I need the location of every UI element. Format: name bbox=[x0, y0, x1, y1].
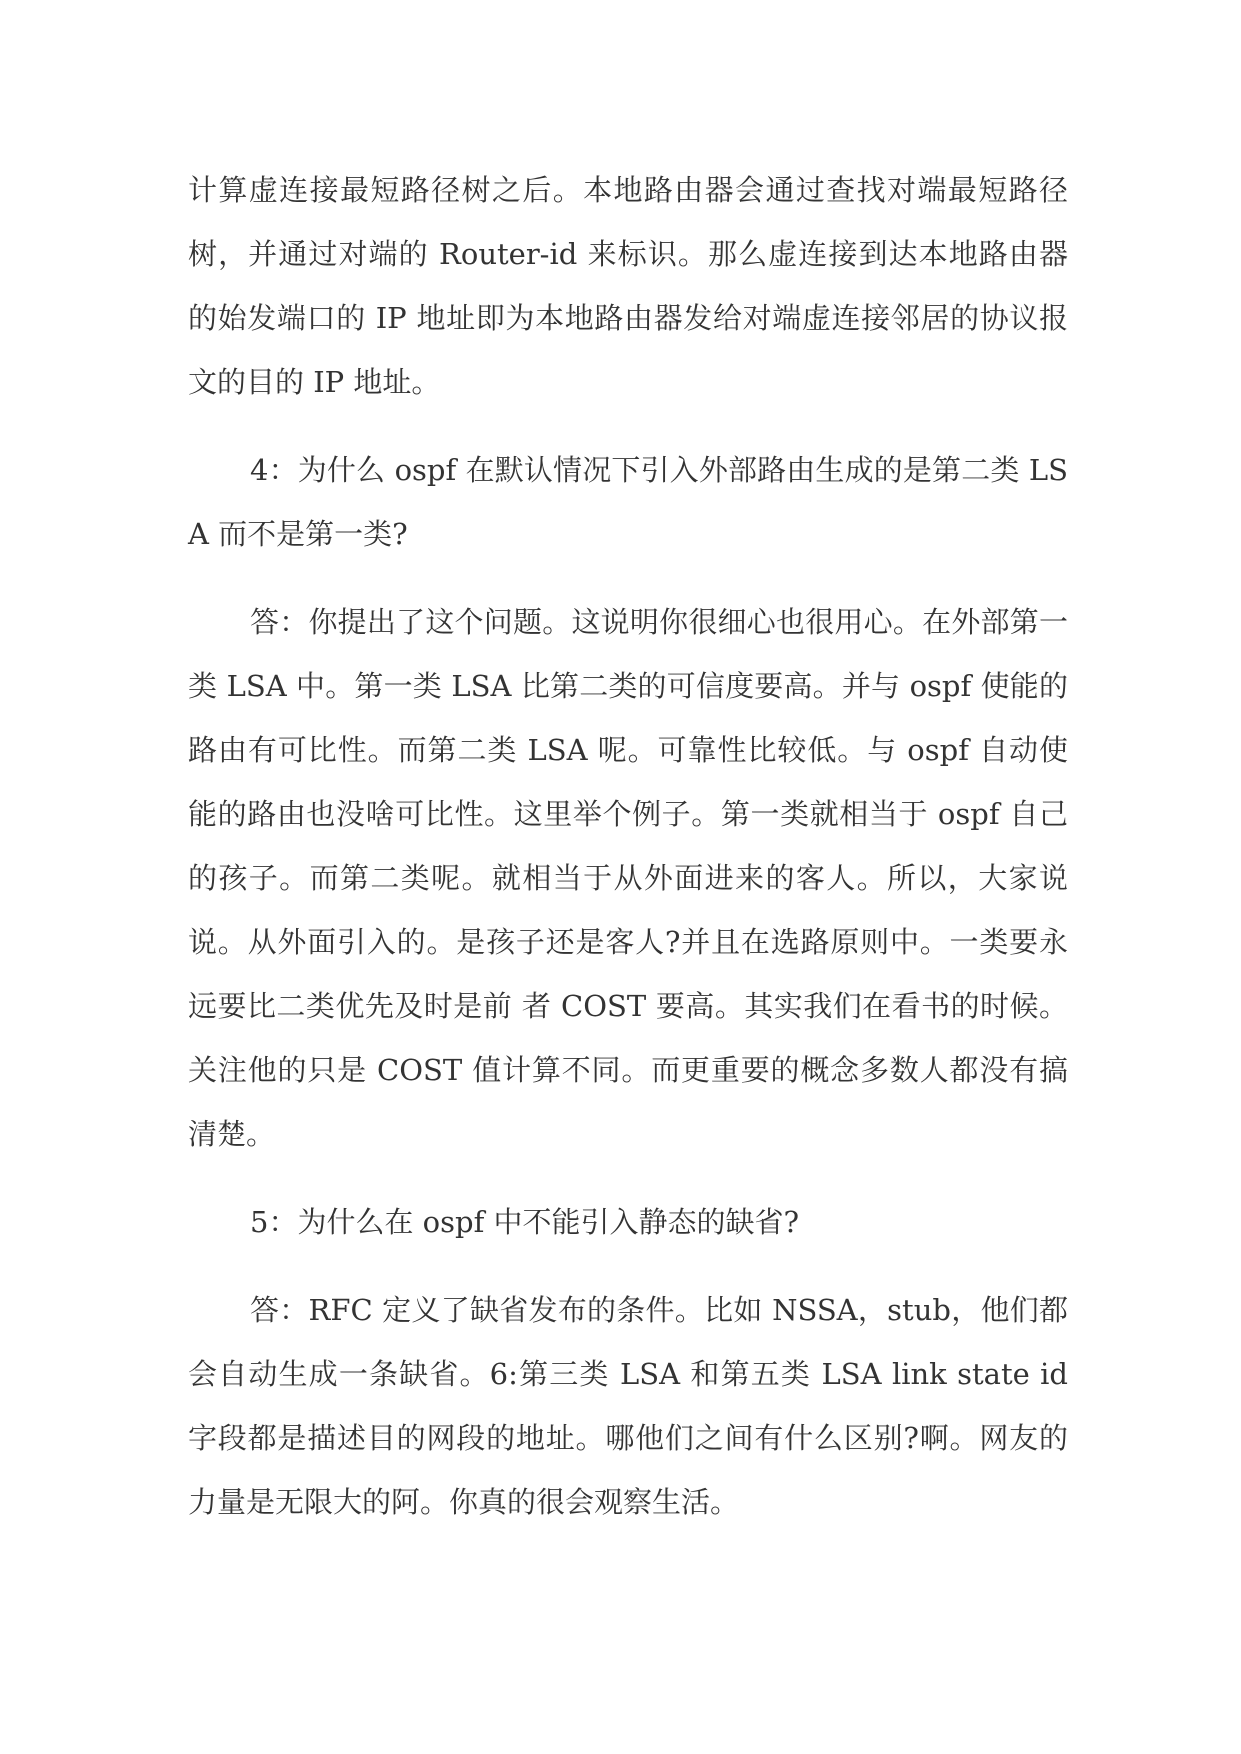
question-5: 5：为什么在 ospf 中不能引入静态的缺省? bbox=[250, 1205, 800, 1239]
answer-5: 答：RFC 定义了缺省发布的条件。比如 NSSA，stub，他们都会自动生成一条缺省。6:第三类 LSA 和第五类 LSA link state id 字段都是描述目的网段的地址。哪他们之间有什么区别?啊。网友的力量是无限大的阿。你真的很会观察生活。 bbox=[188, 1293, 1068, 1519]
document-page bbox=[188, 158, 1068, 1558]
answer-4: 答：你提出了这个问题。这说明你很细心也很用心。在外部第一类 LSA 中。第一类 LSA 比第二类的可信度要高。并与 ospf 使能的路由有可比性。而第二类 LSA 呢。可靠性比较低。与 ospf 自动使能的路由也没啥可比性。这里举个例子。第一类就相当于 ospf 自己的孩子。而第二类呢。就相当于从外面进来的客人。所以，大家说说。从外面引入的。是孩子还是客人?并且在选路原则中。一类要永远要比二类优先及时是前 者 COST 要高。其实我们在看书的时候。关注他的只是 COST 值计算不同。而更重要的概念多数人都没有搞清楚。 bbox=[188, 605, 1068, 1151]
paragraph-virtual-link: 计算虚连接最短路径树之后。本地路由器会通过查找对端最短路径树，并通过对端的 Router-id 来标识。那么虚连接到达本地路由器的始发端口的 IP 地址即为本地路由器发给对端虚连接邻居的协议报文的目的 IP 地址。 bbox=[188, 173, 1068, 399]
question-4: 4：为什么 ospf 在默认情况下引入外部路由生成的是第二类 LSA 而不是第一类? bbox=[188, 453, 1068, 551]
